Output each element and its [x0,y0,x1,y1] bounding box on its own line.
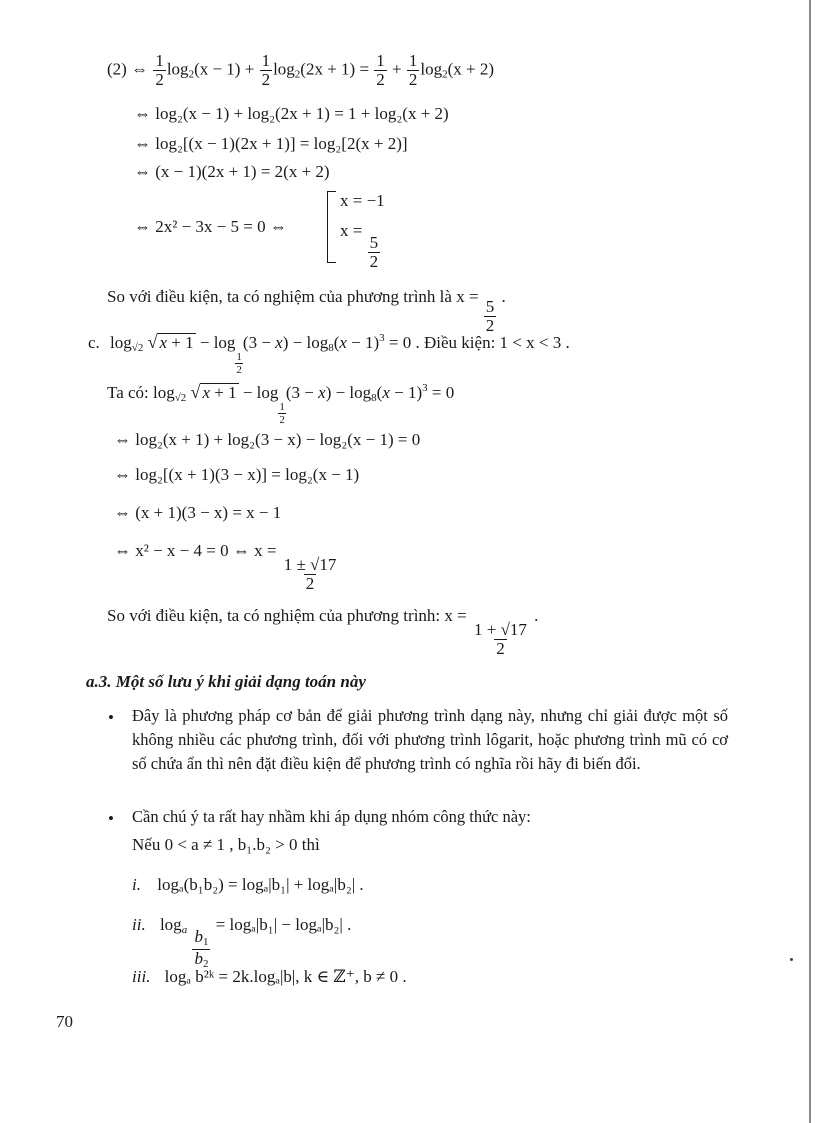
section-heading: a.3. Một số lưu ý khi giải dạng toán này [86,672,366,691]
part-b-step1: ⇔ log₂(x − 1) + log₂(2x + 1) = 1 + log₂(x + 2) [134,104,449,123]
part-c-step3: ⇔ (x + 1)(3 − x) = x − 1 [114,503,282,522]
formula-i: i. logₐ(b₁b₂) = logₐ|b₁| + logₐ|b₂| . [132,875,364,894]
formula-ii: ii. $\log_a$ $\frac{b_1}{b_2}$ = logₐ|b₁| − logₐ|b₂| . [132,915,352,970]
part-b-step3: ⇔ (x − 1)(2x + 1) = 2(x + 2) [134,162,330,181]
formula-iii: iii. logₐ b²ᵏ = 2k.logₐ|b|, k ∈ ℤ⁺, b ≠ 0 . [132,967,407,986]
if-condition-line: Nếu 0 < a ≠ 1 , b₁.b₂ > 0 thì [132,835,320,854]
part-c-step4: ⇔ x² − x − 4 = 0 ⇔ x = $\frac{1 \pm √17}{2}$ [114,541,337,593]
scan-speck [790,958,793,961]
condition-text: . Điều kiện: 1 < x < 3 . [415,333,570,352]
part-c-intro-line: Ta có: $\log_{√2}$ √ x + 1 − log $\frac{1}{2}$ $(3 - x) - \log_8(x - 1)^3 = 0$ [107,382,455,427]
part-b-step4: ⇔ 2x² − 3x − 5 = 0 ⇔ [134,217,287,236]
solution-bracket [327,191,336,263]
part-c-conclusion: So với điều kiện, ta có nghiệm của phương trình: x = $\frac{1 + √17}{2}$ . [107,606,539,658]
bullet-icon: • [108,809,114,828]
page-edge-line [809,0,811,1123]
part-c-equation-line: c. $\log_{√2}$ √ x + 1 − log $\frac{1}{2}$ $(3 - x) - \log_8(x - 1)^3 = 0$ . Điều kiện: 1 < x < 3 . [88,332,570,377]
bullet-2-text: Cần chú ý ta rất hay nhầm khi áp dụng nhóm công thức này: [132,807,531,826]
part-c-step1: ⇔ log₂(x + 1) + log₂(3 − x) − log₂(x − 1) = 0 [114,430,421,449]
bullet-icon: • [108,708,114,727]
root-1: x = −1 [340,191,385,210]
bullet-1-text: Đây là phương pháp cơ bản để giải phương trình dạng này, nhưng chỉ giải được một số không nhiều các phương trình, đối với phương trình lôgarit, hoặc phương trình mũ có cơ số chứa ẩn thì nên đặt điều kiện để phương trình có nghĩa rồi hãy đi biến đổi. [132,706,728,773]
root-2: x = $\frac{5}{2}$ [340,221,379,271]
part-b-conclusion: So với điều kiện, ta có nghiệm của phương trình là x = $\frac{5}{2}$ . [107,287,506,335]
part-b-label: (2) [107,59,127,79]
page-number: 70 [56,1012,73,1031]
part-c-label: c. [88,333,100,352]
part-b-step2: ⇔ log₂[(x − 1)(2x + 1)] = log₂[2(x + 2)] [134,134,408,153]
part-b-equation-line: (2) ⇔ $\frac{1}{2}$ $\log_2(x - 1)$ + $\frac{1}{2}$ $\log_2(2x + 1)$ = $\frac{1}{2}$ + $\frac{1}{2}$ $\log_2(x + 2)$ [107,51,495,89]
part-c-step2: ⇔ log₂[(x + 1)(3 − x)] = log₂(x − 1) [114,465,360,484]
